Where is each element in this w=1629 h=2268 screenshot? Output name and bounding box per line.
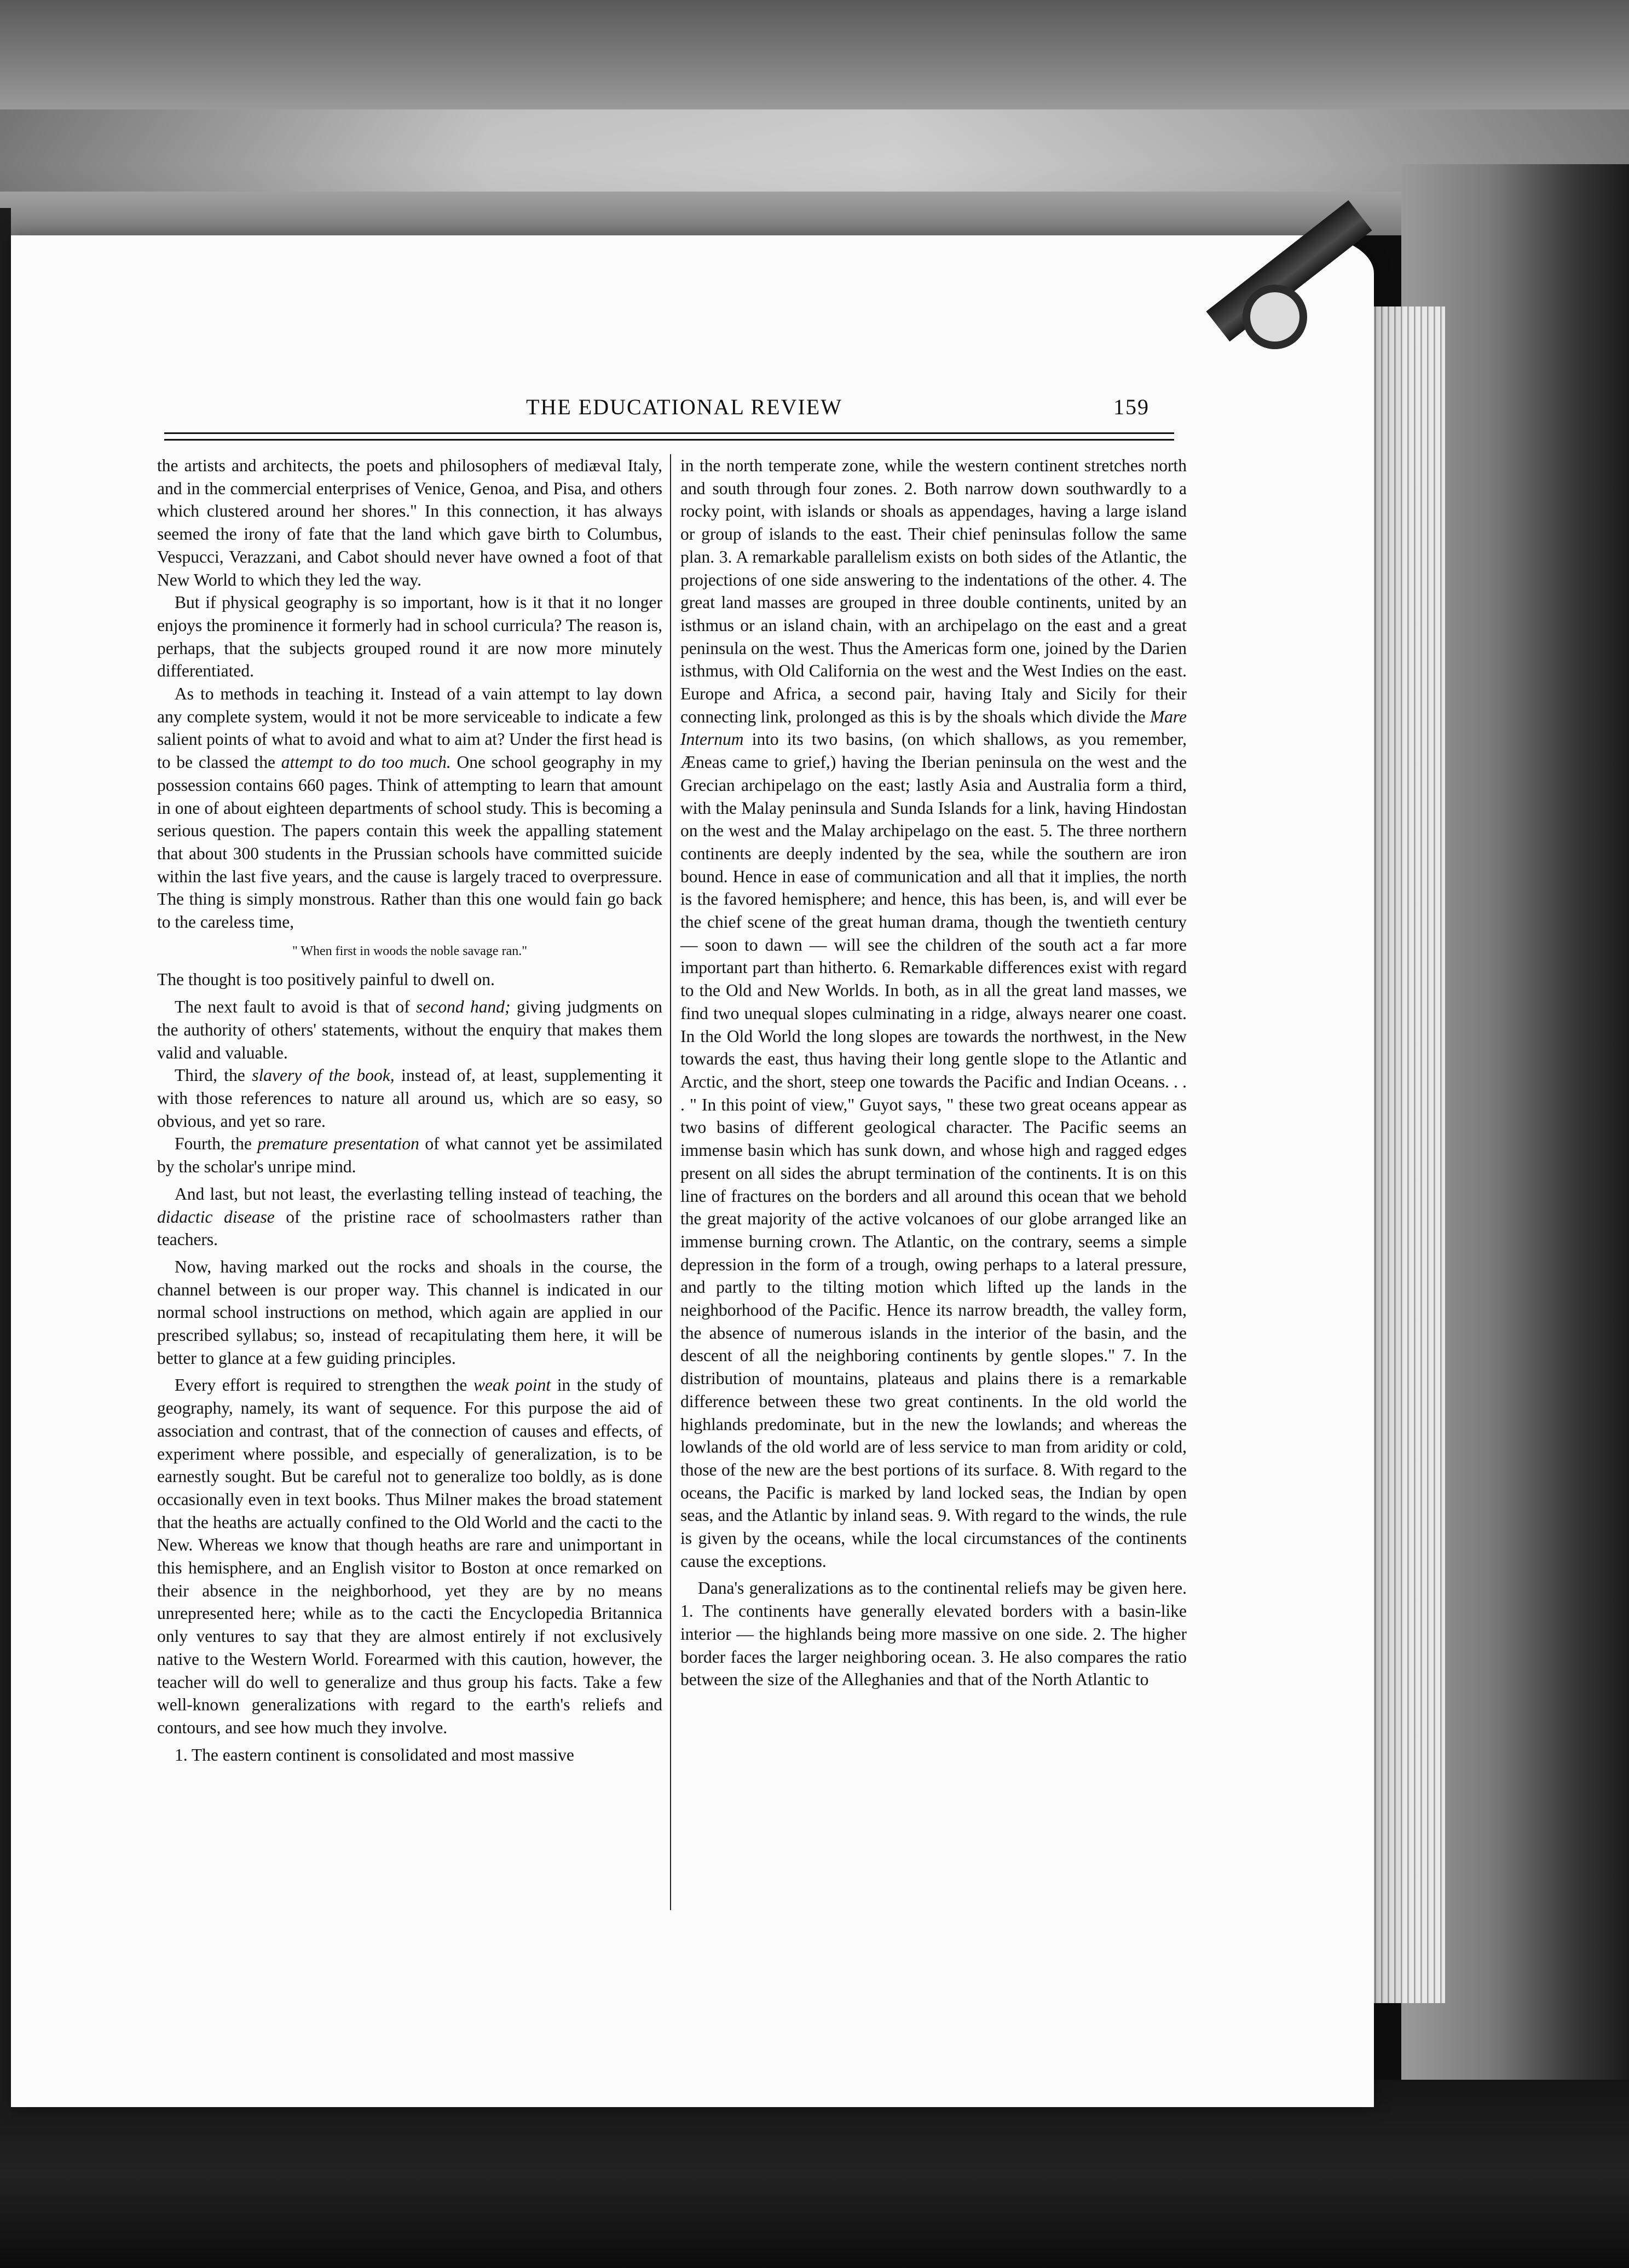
- italic-phrase: didactic disease: [157, 1207, 275, 1226]
- italic-phrase: Mare Internum: [680, 707, 1187, 749]
- paragraph: Dana's generalizations as to the continental reliefs may be given here. 1. The continents have generally elevated borders with a basin-like interior — the highlands being more massive on one side. 2. The higher border faces the larger neighboring ocean. 3. He also compares the ratio between the size of the Alleghanies and that of the North Atlantic to: [680, 1578, 1187, 1690]
- italic-phrase: second hand;: [416, 997, 511, 1017]
- italic-phrase: premature presentation: [257, 1134, 419, 1154]
- paragraph: The next fault to avoid is that of second hand; giving judgments on the authority of others' statements, without the enquiry that makes them valid and valuable.: [157, 997, 662, 1062]
- italic-phrase: attempt to do too much.: [281, 753, 451, 772]
- italic-phrase: weak point: [473, 1375, 551, 1395]
- right-column: [680, 454, 1187, 1691]
- paragraph: As to methods in teaching it. Instead of a vain attempt to lay down any complete system, would it not be more serviceable to indicate a few salient points of what to avoid and what to aim at? Under the first head is to be classed the attempt to do too much. One school geography in my possession contains 660 pages. Think of attempting to learn that amount in one of about eighteen departments of school study. This is becoming a serious question. The papers contain this week the appalling statement that about 300 students in the Prussian schools have committed suicide within the last five years, and the cause is largely traced to overpressure. The thing is simply monstrous. Rather than this one would fain go back to the careless time,: [157, 684, 662, 932]
- background-left: [0, 208, 11, 2124]
- paragraph: Now, having marked out the rocks and shoals in the course, the channel between is our proper way. This channel is indicated in our normal school instructions on method, which again are applied in our prescribed syllabus; so, instead of recapitulating them here, it will be better to glance at a few guiding principles.: [157, 1257, 662, 1368]
- paragraph: in the north temperate zone, while the western continent stretches north and south through four zones. 2. Both narrow down southwardly to a rocky point, with islands or shoals as appendages, having a large island or group of islands to the east. Their chief peninsulas follow the same plan. 3. A remarkable parallelism exists on both sides of the Atlantic, the projections of one side answering to the indentations of the other. 4. The great land masses are grouped in three double continents, united by an isthmus or an island chain, with an archipelago on the east and a great peninsula on the west. Thus the Americas form one, joined by the Darien isthmus, with Old California on the west and the West Indies on the east. Europe and Africa, a second pair, having Italy and Sicily for their connecting link, prolonged as this is by the shoals which divide the Mare Internum into its two basins, (on which shallows, as you remember, Æneas came to grief,) having the Iberian peninsula on the west and the Grecian archipelago on the east; lastly Asia and Australia form a third, with the Malay peninsula and Sunda Islands for a link, having Hindostan on the west and the Malay archipelago on the east. 5. The three northern continents are deeply indented by the sea, while the southern are iron bound. Hence in ease of communication and all that it implies, the north is the favored hemisphere; and hence, this has been, is, and will ever be the chief scene of the great human drama, though the twentieth century — soon to dawn — will see the children of the south act a far more important part than hitherto. 6. Remarkable differences exist with regard to the Old and New Worlds. In both, as in all the great land masses, we find two unequal slopes culminating in a ridge, always nearer one coast. In the Old World the long slopes are towards the northwest, in the New towards the east, thus having their long gentle slope to the Atlantic and Arctic, and the short, steep one towards the Pacific and Indian Oceans. . . . " In this point of view," Guyot says, " these two great oceans appear as two basins of different geological character. The Pacific seems an immense basin which has sunk down, and whose high and ragged edges present on all sides the abrupt termination of the continents. It is on this line of fractures on the borders and all around this ocean that we behold the great majority of the active volcanoes of our globe arranged like an immense burning crown. The Atlantic, on the contrary, seems a simple depression in the form of a trough, owing perhaps to a lateral pressure, and partly to the tilting motion which lifted up the lands in the neighborhood of the Pacific. Hence its narrow breadth, the valley form, the absence of numerous islands in the interior of the basin, and the descent of all the neighboring continents by gentle slopes." 7. In the distribution of mountains, plateaus and plains there is a remarkable difference between these two great continents. In the old world the highlands predominate, but in the new the lowlands; and whereas the lowlands of the old world are of less service to man from aridity or cold, those of the new are the best portions of its surface. 8. With regard to the oceans, the Pacific is marked by land locked seas, the Indian by open seas, and the Atlantic by inland seas. 9. With regard to the winds, the rule is given by the oceans, while the local circumstances of the continents cause the exceptions.: [680, 456, 1187, 1571]
- page-number: 159: [1113, 395, 1149, 419]
- background-light-band: [0, 109, 1629, 192]
- verse-quotation: " When first in woods the noble savage ran.": [292, 944, 528, 958]
- paragraph: the artists and architects, the poets and philosophers of mediæval Italy, and in the commercial enterprises of Venice, Genoa, and Pisa, and others which clustered around her shores." In this connection, it has always seemed the irony of fate that the land which gave birth to Columbus, Vespucci, Verazzani, and Cabot should never have owned a foot of that New World to which they led the way.: [157, 456, 662, 589]
- header-double-rule: [164, 432, 1174, 441]
- paragraph: 1. The eastern continent is consolidated and most massive: [175, 1745, 574, 1764]
- paragraph: Every effort is required to strengthen the weak point in the study of geography, namely, its want of sequence. For this purpose the aid of association and contrast, that of the connection of causes and effects, of experiment where possible, and especially of generalization, is to be earnestly sought. But be careful not to generalize too boldly, as is done occasionally even in text books. Thus Milner makes the broad statement that the heaths are actually confined to the Old World and the cacti to the New. Whereas we know that though heaths are rare and unimportant in this hemisphere, and an English visitor to Boston at once remarked on their absence in the neighborhood, yet they are by no means unrepresented here; while as to the cacti the Encyclopedia Britannica only ventures to say that they are almost entirely if not exclusively native to the Western World. Forearmed with this caution, however, the teacher will do well to generalize and thus group his facts. Take a few well-known generalizations with regard to the earth's reliefs and contours, and see how much they involve.: [157, 1375, 663, 1737]
- clamp-ring: [1243, 285, 1307, 349]
- journal-title: THE EDUCATIONAL REVIEW: [526, 395, 842, 419]
- paragraph: Third, the slavery of the book, instead of, at least, supplementing it with those references to nature all around us, which are so easy, so obvious, and yet so rare.: [157, 1066, 663, 1131]
- column-divider: [670, 454, 671, 1910]
- background-bottom: [0, 2080, 1629, 2268]
- paragraph: Fourth, the premature presentation of what cannot yet be assimilated by the scholar's unripe mind.: [157, 1134, 662, 1177]
- left-column: [157, 454, 662, 1766]
- italic-phrase: slavery of the book,: [252, 1066, 395, 1085]
- running-header: [493, 394, 1149, 427]
- paragraph: The thought is too positively painful to dwell on.: [157, 970, 495, 990]
- paragraph: And last, but not least, the everlasting telling instead of teaching, the didactic disease of the pristine race of schoolmasters rather than teachers.: [157, 1184, 662, 1249]
- paragraph: But if physical geography is so important, how is it that it no longer enjoys the prominence it formerly had in school curricula? The reason is, perhaps, that the subjects grouped round it are now more minutely differentiated.: [157, 593, 662, 681]
